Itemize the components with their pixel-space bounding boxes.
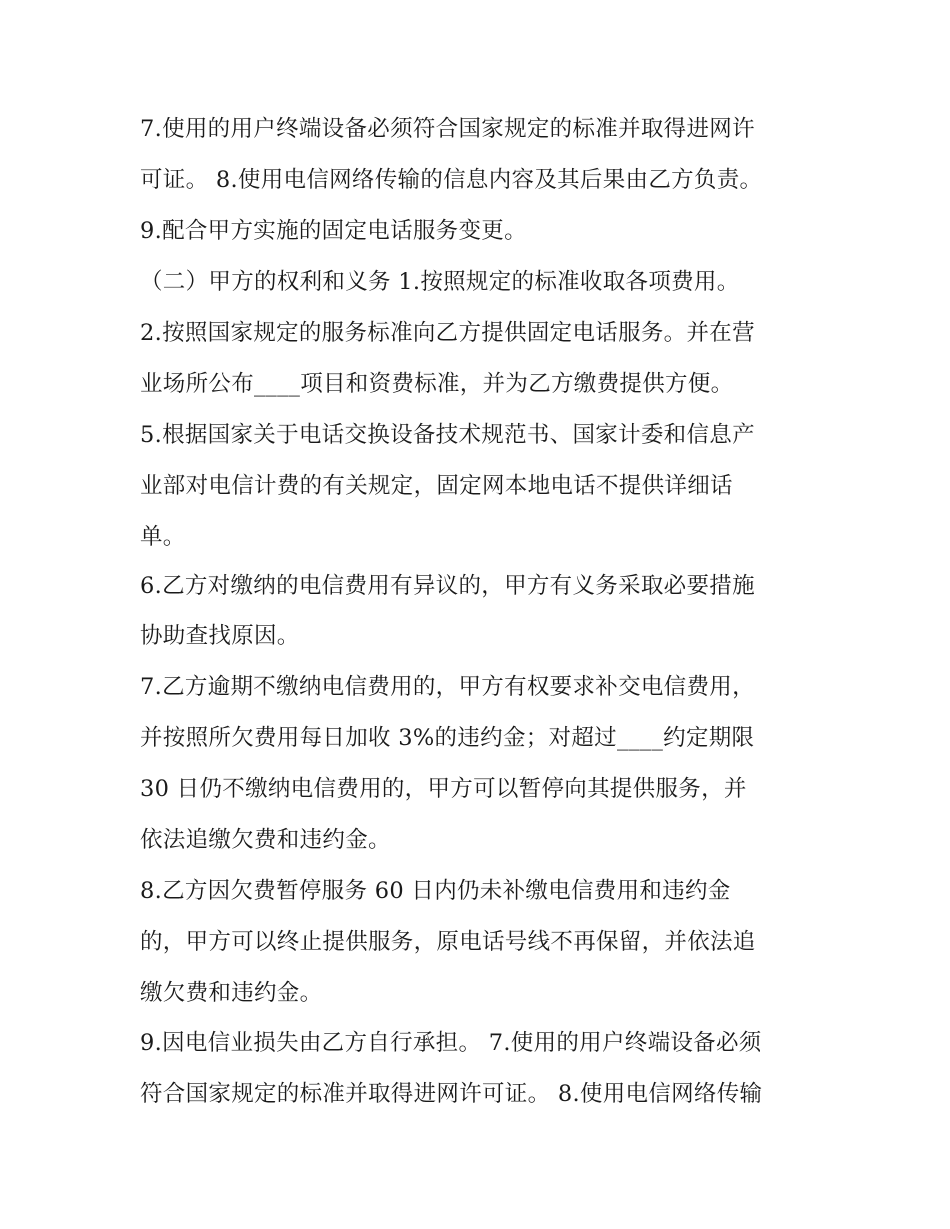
text-line: 8.乙方因欠费暂停服务 60 日内仍未补缴电信费用和违约金 [140,878,731,904]
text-line: 单。 [140,524,186,550]
text-line: 依法追缴欠费和违约金。 [140,827,391,853]
text-line: 9.配合甲方实施的固定电话服务变更。 [140,218,527,244]
text-line: 业部对电信计费的有关规定，固定网本地电话不提供详细话 [140,473,733,499]
text-line: 缴欠费和违约金。 [140,980,323,1006]
text-line: 可证。 8.使用电信网络传输的信息内容及其后果由乙方负责。 [140,167,763,193]
text-line: 5.根据国家关于电话交换设备技术规范书、国家计委和信息产 [140,422,755,448]
text-line: 7.乙方逾期不缴纳电信费用的，甲方有权要求补交电信费用， [140,674,755,700]
text-line: 2.按照国家规定的服务标准向乙方提供固定电话服务。并在营 [140,320,755,346]
text-line: （二）甲方的权利和义务 1.按照规定的标准收取各项费用。 [140,269,740,295]
text-line: 9.因电信业损失由乙方自行承担。 7.使用的用户终端设备必须 [140,1030,762,1056]
text-line: 业场所公布____项目和资费标准，并为乙方缴费提供方便。 [140,371,734,397]
text-line: 7.使用的用户终端设备必须符合国家规定的标准并取得进网许 [140,116,755,142]
text-line: 协助查找原因。 [140,623,300,649]
text-line: 符合国家规定的标准并取得进网许可证。 8.使用电信网络传输 [140,1081,763,1107]
text-line: 6.乙方对缴纳的电信费用有异议的，甲方有义务采取必要措施 [140,573,755,599]
text-line: 并按照所欠费用每日加收 3%的违约金；对超过____约定期限 [140,725,755,751]
text-line: 30 日仍不缴纳电信费用的，甲方可以暂停向其提供服务，并 [140,776,747,802]
text-line: 的，甲方可以终止提供服务，原电话号线不再保留，并依法追 [140,929,756,955]
